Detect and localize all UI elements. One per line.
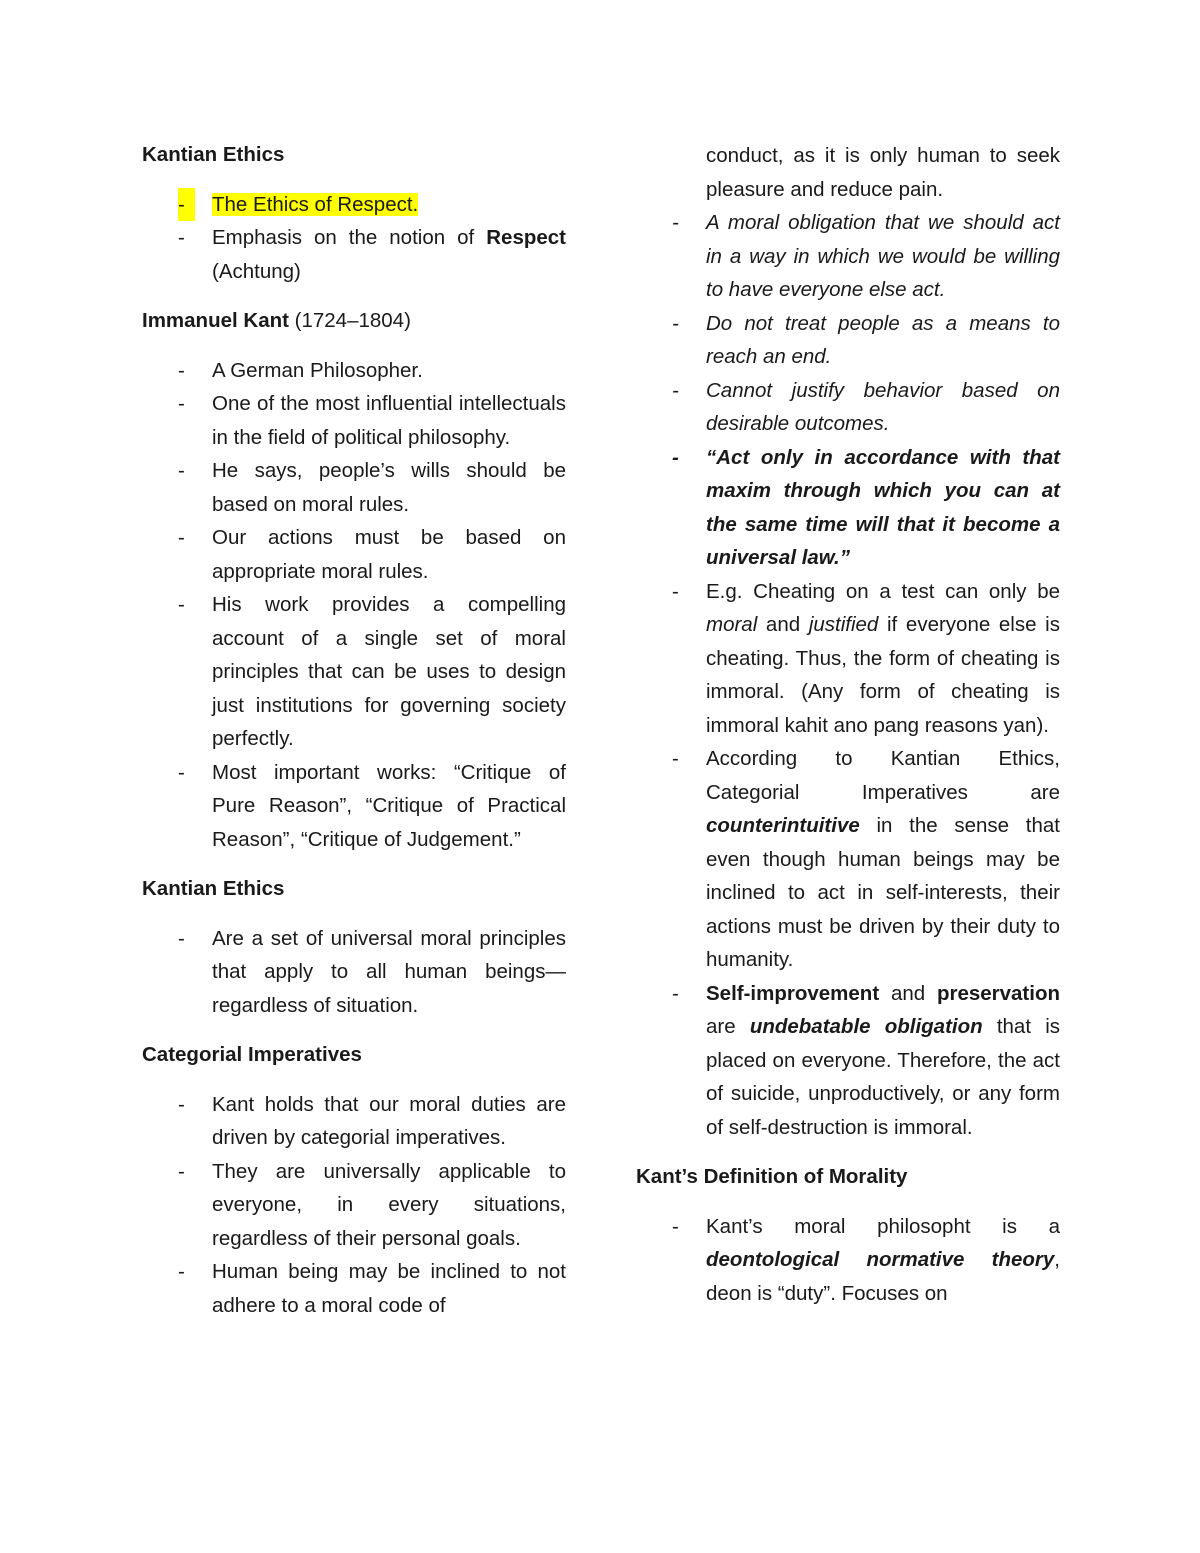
list-item: - Human being may be inclined to not adhere to a moral code of — [142, 1255, 566, 1322]
list-item: - Most important works: “Critique of Pure Reason”, “Critique of Practical Reason”, “Critique of Judgement.” — [142, 756, 566, 857]
categorial-list-continued — [636, 206, 1060, 1144]
list-item: - He says, people’s wills should be based on moral rules. — [142, 454, 566, 521]
list-item: - Kant’s moral philosopht is a deontological normative theory, deon is “duty”. Focuses on — [636, 1210, 1060, 1311]
list-item: - E.g. Cheating on a test can only be moral and justified if everyone else is cheating. Thus, the form of cheating is immoral. (Any form of cheating is immoral kahit ano pang reasons yan). — [636, 575, 1060, 743]
list-item: - One of the most influential intellectuals in the field of political philosophy. — [142, 387, 566, 454]
left-column — [142, 138, 566, 1338]
list-item: - According to Kantian Ethics, Categorial Imperatives are counterintuitive in the sense that even though human beings may be inclined to act in self-interests, their actions must be driven by their duty to humanity. — [636, 742, 1060, 977]
continued-text: conduct, as it is only human to seek pleasure and reduce pain. — [706, 144, 1060, 201]
list-item: - Our actions must be based on appropriate moral rules. — [142, 521, 566, 588]
list-item: - Emphasis on the notion of Respect (Achtung) — [142, 221, 566, 288]
list-item: - They are universally applicable to everyone, in every situations, regardless of their personal goals. — [142, 1155, 566, 1256]
kant-list — [142, 354, 566, 857]
kantian-ethics-list — [142, 188, 566, 289]
categorial-list — [142, 1088, 566, 1323]
section-heading-kantian-ethics: Kantian Ethics — [142, 143, 285, 166]
list-item: - Are a set of universal moral principles that apply to all human beings—regardless of situation. — [142, 922, 566, 1023]
definition-list — [636, 1210, 1060, 1311]
section-heading-immanuel-kant: Immanuel Kant (1724–1804) — [142, 309, 411, 332]
section-heading-kants-definition: Kant’s Definition of Morality — [636, 1165, 908, 1188]
list-item: - Do not treat people as a means to reach an end. — [636, 307, 1060, 374]
list-item: - Kant holds that our moral duties are driven by categorial imperatives. — [142, 1088, 566, 1155]
kantian-ethics-2-list — [142, 922, 566, 1023]
highlighted-text: The Ethics of Respect. — [212, 192, 419, 216]
list-item: - His work provides a compelling account of a single set of moral principles that can be uses to design just institutions for governing society perfectly. — [142, 588, 566, 756]
section-heading-categorial-imperatives: Categorial Imperatives — [142, 1043, 362, 1066]
list-item: - A German Philosopher. — [142, 354, 566, 388]
right-column — [636, 139, 1060, 1326]
list-item: - Cannot justify behavior based on desirable outcomes. — [636, 374, 1060, 441]
list-item-quote: - “Act only in accordance with that maxim through which you can at the same time will that it become a universal law.” — [636, 441, 1060, 575]
section-heading-kantian-ethics-2: Kantian Ethics — [142, 877, 285, 900]
list-item: - Self-improvement and preservation are undebatable obligation that is placed on everyone. Therefore, the act of suicide, unproductively, or any form of self-destruction is immoral. — [636, 977, 1060, 1145]
list-item — [142, 188, 566, 222]
list-item: - A moral obligation that we should act in a way in which we would be willing to have everyone else act. — [636, 206, 1060, 307]
